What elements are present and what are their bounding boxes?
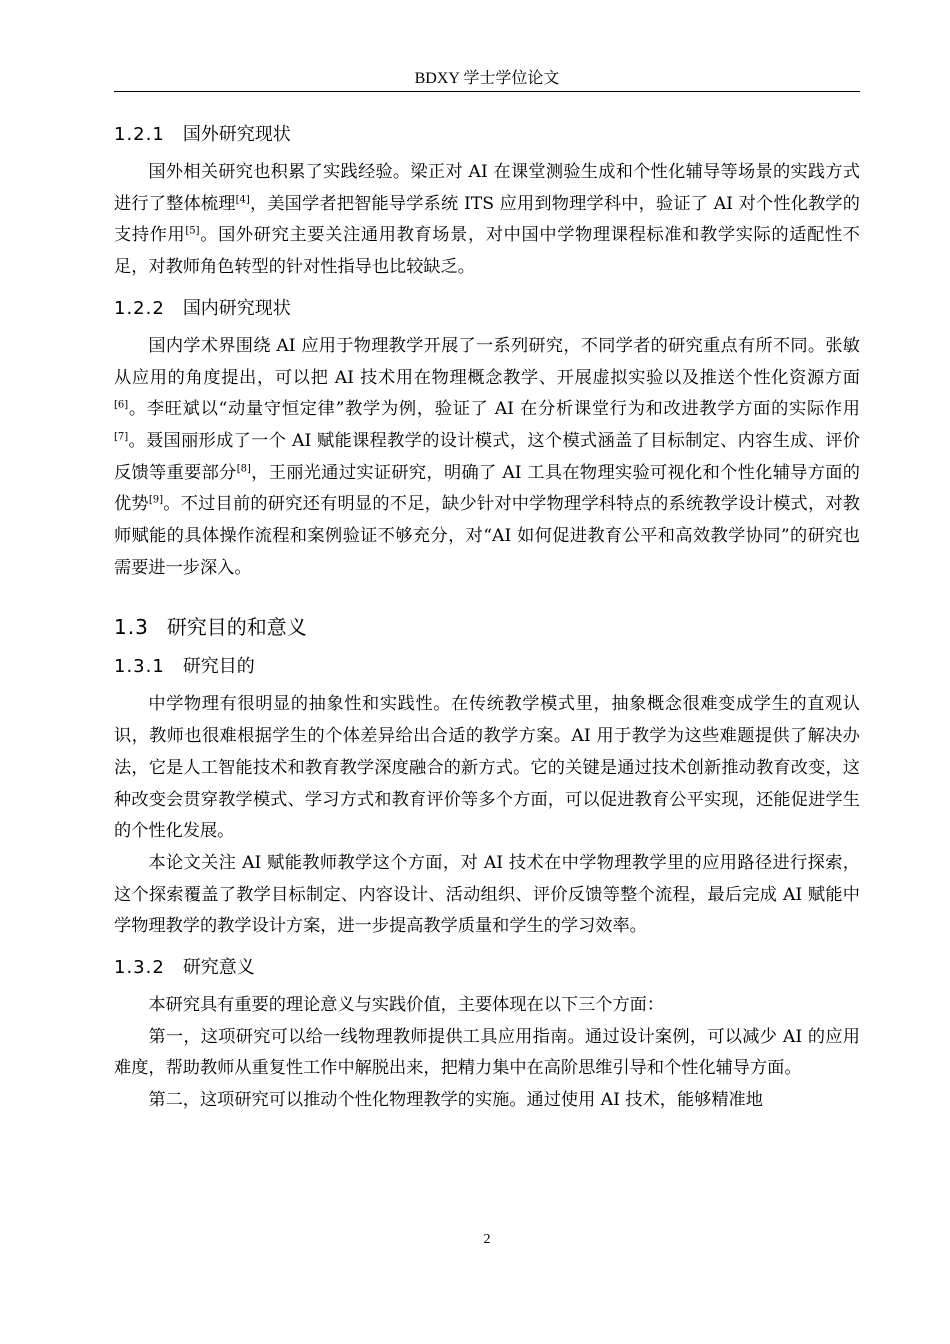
section-number: 1.2.2: [114, 297, 165, 319]
text-run: 。李旺斌以“动量守恒定律”教学为例，验证了 AI 在分析课堂行为和改进教学方面的实际作用: [128, 399, 860, 420]
paragraph: [114, 157, 860, 284]
section-heading-1-2-1: [114, 121, 860, 149]
section-title: 国内研究现状: [182, 297, 291, 319]
paragraph: 第一，这项研究可以给一线物理教师提供工具应用指南。通过设计案例，可以减少 AI 的应用难度，帮助教师从重复性工作中解脱出来，把精力集中在高阶思维引导和个性化辅导方面。: [114, 1026, 860, 1079]
text-run: 。国外研究主要关注通用教育场景，对中国中学物理课程标准和教学实际的适配性不足，对教师角色转型的针对性指导也比较缺乏。: [114, 225, 860, 278]
text-run: 。不过目前的研究还有明显的不足，缺少针对中学物理学科特点的系统教学设计模式，对教师赋能的具体操作流程和案例验证不够充分，对“AI 如何促进教育公平和高效教学协同”的研究也需要进一步深入。: [114, 494, 860, 578]
text-run: 国外相关研究也积累了实践经验。梁正对 AI 在课堂测验生成和个性化辅导等场景的实践方式进行了整体梳理: [114, 162, 860, 214]
paragraph: 本研究具有重要的理论意义与实践价值，主要体现在以下三个方面：: [148, 995, 665, 1016]
section-heading-1-3: [114, 612, 860, 642]
text-run: 。聂国丽形成了一个 AI 赋能课程教学的设计模式，这个模式涵盖了目标制定、内容生成、评价反馈等重要部分: [114, 430, 860, 483]
citation-ref: [4]: [235, 193, 250, 205]
section-title: 研究目的和意义: [166, 615, 307, 640]
section-heading-1-3-2: [114, 954, 860, 982]
section-heading-1-2-2: [114, 295, 860, 323]
section-title: 国外研究现状: [182, 124, 291, 145]
section-title: 研究意义: [182, 957, 255, 979]
section-number: 1.3.2: [114, 957, 165, 979]
section-number: 1.2.1: [114, 124, 165, 145]
citation-ref: [5]: [185, 225, 200, 237]
text-run: ，王丽光通过实证研究，明确了 AI 工具在物理实验可视化和个性化辅导方面的优势: [114, 462, 860, 515]
paragraph: 本论文关注 AI 赋能教师教学这个方面，对 AI 技术在中学物理教学里的应用路径进行探索，这个探索覆盖了教学目标制定、内容设计、活动组织、评价反馈等整个流程，最后完成 AI 赋能中学物理教学的教学设计方案，进一步提高教学质量和学生的学习效率。: [114, 852, 860, 937]
page-body: [114, 110, 860, 1117]
page-number: 2: [483, 1232, 491, 1247]
section-number: 1.3: [114, 615, 149, 640]
section-number: 1.3.1: [114, 656, 165, 678]
running-header: BDXY 学士学位论文: [414, 70, 560, 87]
section-title: 研究目的: [182, 656, 255, 678]
citation-ref: [7]: [114, 431, 129, 443]
citation-ref: [6]: [114, 399, 129, 411]
paragraph: 中学物理有很明显的抽象性和实践性。在传统教学模式里，抽象概念很难变成学生的直观认识，教师也很难根据学生的个体差异给出合适的教学方案。AI 用于教学为这些难题提供了解决办法，它是人工智能技术和教育教学深度融合的新方式。它的关键是通过技术创新推动教育改变，这种改变会贯穿教学模式、学习方式和教育评价等多个方面，可以促进教育公平实现，还能促进学生的个性化发展。: [114, 694, 860, 842]
paragraph: 第二，这项研究可以推动个性化物理教学的实施。通过使用 AI 技术，能够精准地: [148, 1090, 763, 1111]
citation-ref: [9]: [148, 494, 164, 506]
citation-ref: [8]: [236, 462, 251, 474]
text-run: ，美国学者把智能导学系统 ITS 应用到物理学科中，验证了 AI 对个性化教学的支持作用: [114, 193, 860, 246]
header-divider: [114, 91, 860, 92]
section-heading-1-3-1: [114, 653, 860, 681]
paragraph: [114, 331, 860, 585]
text-run: 国内学术界围绕 AI 应用于物理教学开展了一系列研究，不同学者的研究重点有所不同。张敏从应用的角度提出，可以把 AI 技术用在物理概念教学、开展虚拟实验以及推送个性化资源方面: [114, 335, 860, 388]
